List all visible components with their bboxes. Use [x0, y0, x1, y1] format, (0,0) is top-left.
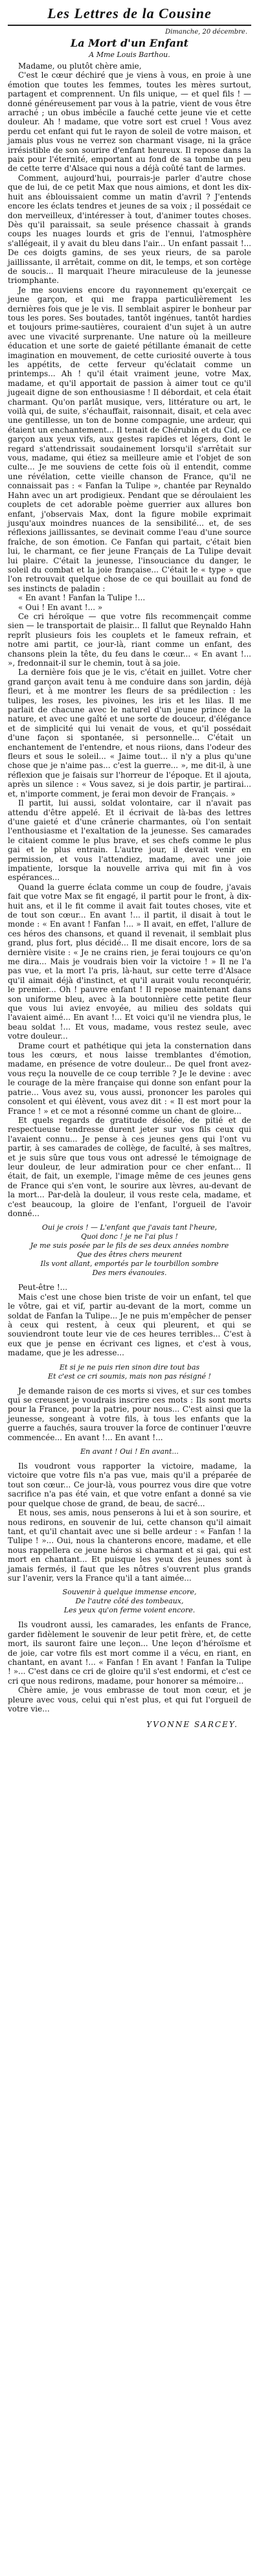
poem-line: De l'autre côté des tombeaux, [75, 1597, 184, 1606]
paragraph: Quand la guerre éclata comme un coup de foudre, j'avais fait que votre Max se fit engagé, il partit pour le front, à dix-huit ans, et il le fit comme il avait fait toutes choses, vite et de tout son cœur... En avant !... il partit, il disait à tout le monde : « En avant ! Fanfan !... » Il avait, en effet, l'allure de ces héros des chansons, et quand il revenait, il semblait plus grand, plus fort, plus décidé... Il me disait encore, lors de sa dernière visite : « Je ne crains rien, je ferai toujours ce qu'on me dira... Mais je voudrais bien voir la victoire ! » Il ne l'a pas vue, et la mort l'a pris, là-haut, sur cette terre d'Alsace qu'il aimait déjà d'instinct, et qu'il aurait voulu reconquérir, le premier... Oh ! pauvre enfant ! Il repose maintenant dans son uniforme bleu, avec à la boutonnière cette petite fleur que vous lui aviez envoyée, au milieu des soldats qui l'avaient aimé... En avant !... Et voici qu'il ne viendra plus, le beau soldat !... Et vous, madame, vous restez seule, avec votre douleur... [8, 882, 251, 1041]
poem-line: Je me suis posée par le fils de ses deux années nombre [30, 1241, 229, 1250]
paragraph: Mais c'est une chose bien triste de voir un enfant, tel que le vôtre, gai et vif, partir au-devant de la mort, comme un soldat de Fanfan la Tulipe... Je ne puis m'empêcher de penser à ceux qui restent, à ceux qui pleurent, et qui se souviendront toute leur vie de ces heures terribles... C'est à eux que je pense en écrivant ces lignes, et c'est à vous, madame, que je les adresse... [8, 1292, 251, 1358]
paragraph: Peut-être !... [18, 1283, 68, 1293]
poem-quote [8, 1447, 251, 1456]
paragraph: Ce cri héroïque — que votre fils recommençait comme sien — le transportait de plaisir... Il fallut que Reynaldo Hahn reprît plusieurs fois les couplets et le fameux refrain, et notre ami partit, ce jour-là, riant comme un enfant, des chansons plein la tête, du feu dans le cœur... « En avant !... », fredonnait-il sur le chemin, tout à sa joie. [8, 611, 251, 668]
refrain: « Oui ! En avant !... » [18, 602, 103, 612]
signature: YVONNE SARCEY. [146, 1720, 238, 1730]
header-rule [8, 25, 251, 26]
poem-line: Quoi donc ! je ne l'ai plus ! [81, 1232, 178, 1241]
paragraph: Ils voudront vous rapporter la victoire, madame, la victoire que votre fils n'a pas vue, mais qu'il a préparée de tout son cœur... Ce jour-là, vous pourrez vous dire que votre sacrifice n'a pas été vain, et que votre enfant a donné sa vie pour quelque chose de grand, de beau, de sacré... [8, 1462, 251, 1508]
poem-line: Souvenir à quelque immense encore, [62, 1588, 197, 1597]
poem-line: Oui je crois ! — L'enfant que j'avais tant l'heure, [41, 1223, 218, 1232]
dateline: Dimanche, 20 décembre. [165, 28, 247, 36]
paragraph: Il partit, lui aussi, soldat volontaire, car il n'avait pas attendu d'être appelé. Et il écrivait de là-bas des lettres d'une gaieté et d'une crânerie charmantes, où l'on sentait l'enthousiasme et l'exaltation de la jeunesse. Ses camarades le citaient comme le plus brave, et ses chefs comme le plus gai et le plus entrain. L'autre jour, il devait venir en permission, et vous l'attendiez, madame, avec une joie impatiente, lorsque la nouvelle arriva qui mit fin à vos espérances... [8, 798, 251, 883]
paragraph: Et nous, ses amis, nous penserons à lui et à son sourire, et nous redirons, en souvenir de lui, cette chanson qu'il aimait tant, et qu'il chantait avec une si belle ardeur : « Fanfan ! la Tulipe ! »... Oui, nous la chanterons encore, madame, et elle nous rappellera ce jeune héros si charmant et si gai, qui est mort en chantant... Et puisque les yeux des jeunes sont à jamais fermés, il faut que les nôtres s'ouvrent plus grands sur l'avenir, vers la France qu'il a tant aimée... [8, 1508, 251, 1583]
paragraph: La dernière fois que je le vis, c'était en juillet. Votre cher grand garçon avait tenu à me conduire dans son jardin, déjà fleuri, et à me montrer les fleurs de sa prédilection : les tulipes, les roses, les pivoines, les iris et les lilas. Il me parlait de chacune avec le naturel d'un jeune prince de la nature, et avec une gaîté et une sorte de douceur, d'élégance et de simplicité qui lui venait de vous, et qu'il possédait d'une façon si spontanée, si personnelle... C'était un enchantement de l'entendre, et nous riions, dans l'odeur des fleurs et sous le soleil... « Jaime tout... il n'y a plus qu'une chose que je n'aime pas... c'est la guerre... », me dit-il, à une réflexion que je faisais sur l'horreur de l'époque. Et il ajouta, après un silence : « Vous savez, si je dois partir, je partirai... et, n'importe comment, je ferai mon devoir de Français. » [8, 668, 251, 798]
paragraph: Comment, aujourd'hui, pourrais-je parler d'autre chose que de lui, de ce petit Max que nous aimions, et dont les dix-huit ans éblouissaient comme un matin d'avril ? J'entends encore les éclats tendres et jeunes de sa voix ; il possédait ce don merveilleux, d'intéresser à tout, d'animer toutes choses. Dès qu'il paraissait, sa seule présence chassait à grands coups les nuages lourds et gris de l'ennui, l'atmosphère s'allégeait, il y avait du bleu dans l'air... Un enfant passait !... De ces doigts gamins, de ses yeux rieurs, de sa parole jaillissante, il arrêtait, comme on dit, le temps, et son cortège de soucis... Il marquait l'heure miraculeuse de la jeunesse triomphante. [8, 173, 251, 286]
poem-line: En avant ! Oui ! En avant... [80, 1447, 179, 1456]
poem-quote [8, 1588, 251, 1615]
paragraph: Je me souviens encore du rayonnement qu'exerçait ce jeune garçon, et qui me frappa particulièrement les dernières fois que je le vis. Il semblait aspirer le bonheur par tous les pores. Ses boutades, tantôt ingénues, tantôt hardies et toujours prime-sautières, couraient d'un sujet à un autre avec une vivacité surprenante. Une nature où la meilleure éducation et une sorte de gaieté pétillante émanait de cette imagination en mouvement, de cette curiosité ouverte à tous les appétits, de cette ferveur qu'éclatait comme un printemps... Ah ! qu'il était vraiment jeune, votre Max, madame, et qu'il apportait de passion à aimer tout ce qu'il jugeait digne de son enthousiasme ! Il débordait, et cela était charmant. Qu'on parlât musique, vers, littérature ou art, le voilà qui, de suite, s'échauffait, raisonnait, disait, et cela avec une gentillesse, un ton de bonne compagnie, une ardeur, qui étaient un enchantement... Il tenait de Chérubin et du Cid, ce garçon aux yeux vifs, aux gestes rapides et légers, dont le regard s'attendrissait soudainement lorsqu'il s'arrêtait sur vous, madame, qui étiez sa meilleure amie et l'objet de son culte... Je me souviens de cette fois où il entendit, comme une révélation, cette vieille chanson de France, qu'il ne connaissait pas : « Fanfan la Tulipe », chantée par Reynaldo Hahn avec un art prodigieux. Pendant que se déroulaient les couplets de cet adorable poème guerrier aux allures bon enfant, j'observais Max, dont la figure mobile exprimait jusqu'aux moindres nuances de la sensibilité... et, de ses réflexions jaillissantes, se devinait comme l'eau d'une source fraîche, de son émotion. Ce Fanfan qui partait, c'était bien lui, le charmant, ce fier jeune Français de La Tulipe devait lui plaire. C'était la jeunesse, l'insouciance du danger, le soleil du combat et la joie française... C'était le « type » que l'on retrouvait quelque chose de ce qui bouillait au fond de ses instincts de paladin : [8, 285, 251, 593]
paragraph: Drame court et pathétique qui jeta la consternation dans tous les cœurs, et nous laisse tremblantes d'émotion, madame, en présence de votre douleur... De quel front avez-vous reçu la nouvelle de ce coup terrible ? Je le devine : avec le courage de la mère française qui donne son enfant pour la patrie... Vous avez su, vous aussi, prononcer les paroles qui consolent et qui élèvent, vous avez dit : « Il est mort pour la France ! » et ce mot a résonné comme un chant de gloire... [8, 1041, 251, 1116]
paragraph: Et quels regards de gratitude désolée, de pitié et de respectueuse tendresse durent jeter sur vos fils ceux qui l'avaient connu... Je pense à ces jeunes gens qui l'ont vu partir, à ses camarades de collège, de faculté, à ses maîtres, et je suis sûre que tous vous ont adressé le témoignage de leur douleur, de leur admiration pour ce cher enfant... Il était, de fait, un exemple, l'image même de ces jeunes gens de France qui s'en vont, le sourire aux lèvres, au-devant de la mort... Par-delà la douleur, il vous reste cela, madame, et c'est beaucoup, la gloire de l'enfant, l'orgueil de l'avoir donné... [8, 1115, 251, 1218]
poem-quote [8, 1363, 251, 1381]
poem-line: Les yeux qu'on ferme voient encore. [63, 1606, 196, 1615]
paragraph: Chère amie, je vous embrasse de tout mon cœur, et je pleure avec vous, celui qui n'est plus, et qui fut l'orgueil de votre vie... [8, 1686, 251, 1713]
article-body [8, 62, 251, 1713]
poem-line: Ils vont allant, emportés par le tourbillon sombre [40, 1260, 219, 1269]
column-header: Les Lettres de la Cousine [47, 5, 212, 21]
poem-line: Et c'est ce cri soumis, mais non pas résigné ! [48, 1372, 211, 1381]
poem-quote [8, 1223, 251, 1278]
paragraph: Ils voudront aussi, les camarades, les enfants de France, garder fidèlement le souvenir de leur petit frère, et, de cette mort, ils sauront faire une leçon... Une leçon d'héroïsme et de joie, car votre fils est mort comme il a vécu, en riant, en chantant, en avant !... « Fanfan ! En avant ! Fanfan la Tulipe ! »... C'est dans ce cri de gloire qu'il s'est endormi, et c'est ce cri que nous redirons, madame, pour honorer sa mémoire... [8, 1620, 251, 1686]
article-title: La Mort d'un Enfant [71, 37, 188, 49]
dedication [8, 51, 251, 59]
paragraph: Je demande raison de ces morts si vives, et sur ces tombes qui se creusent je voudrais inscrire ces mots : Ils sont morts pour la France, pour la patrie, pour nous... C'est ainsi que la jeunesse, songeant à votre fils, à tous les enfants que la guerre a fauchés, saura trouver la force de continuer l'œuvre commencée... En avant !... En avant !... [8, 1386, 251, 1442]
poem-line: Des mers évanouies. [92, 1269, 167, 1278]
poem-line: Et si je ne puis rien sinon dire tout bas [59, 1362, 200, 1372]
paragraph: C'est le cœur déchiré que je viens à vous, en proie à une émotion que toutes les femmes, toutes les mères surtout, partagent et comprennent. Un fils unique, — et quel fils ! — donné généreusement par vous à la patrie, vient de vous être arraché ; un obus imbécile a fauché cette jeune vie et cette douleur. Ah ! madame, que votre sort est cruel ! Vous avez perdu cet enfant qui fut le rayon de soleil de votre maison, et jamais plus vous ne verrez son charmant visage, ni la grâce irrésistible de son sourire d'enfant heureux. Il repose dans la paix pour l'éternité, emportant au fond de sa tombe un peu de cette terre d'Alsace qui nous a déjà coûté tant de larmes. [8, 71, 251, 174]
paragraph: Madame, ou plutôt chère amie, [18, 62, 142, 71]
refrain: « En avant ! Fanfan la Tulipe !... [18, 593, 146, 603]
poem-line: Que des êtres chers meurent [76, 1250, 183, 1260]
dedication-text: A Mme Louis Barthou. [89, 51, 170, 59]
